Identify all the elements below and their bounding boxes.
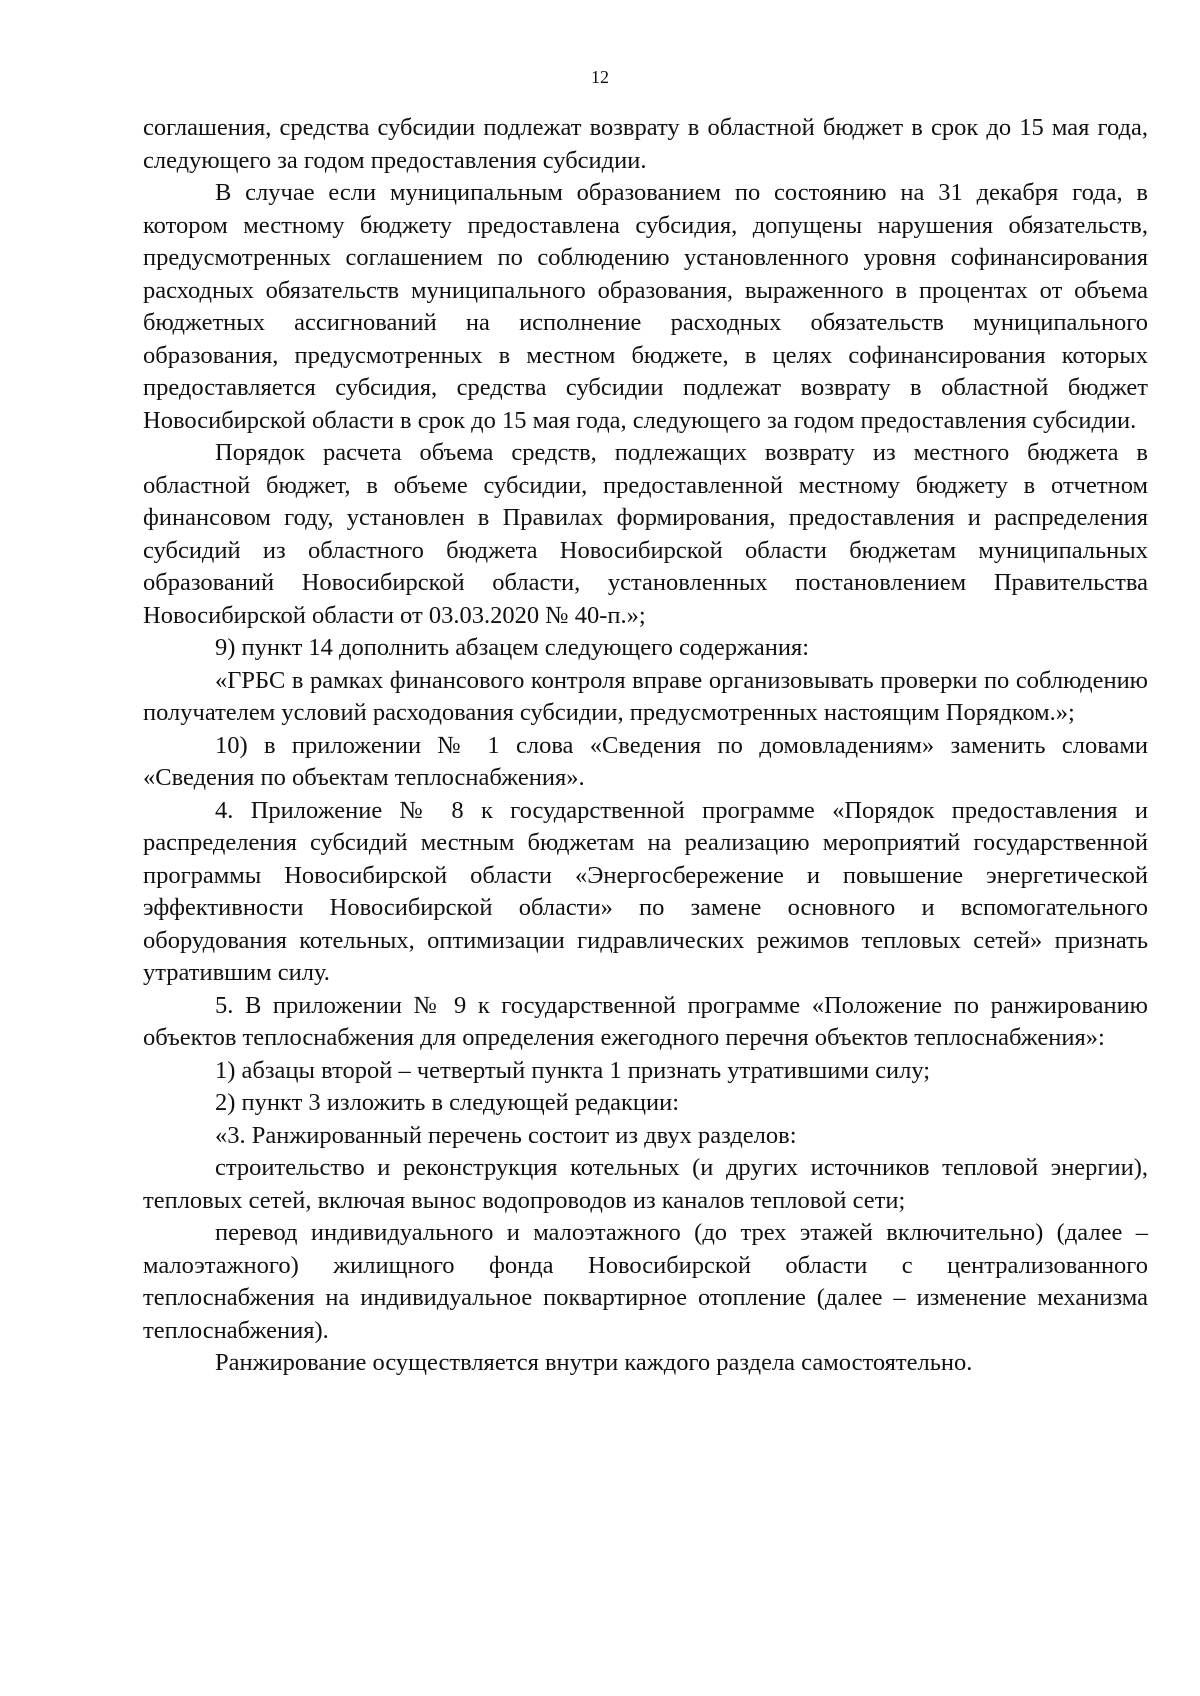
document-body: [143, 112, 1148, 1380]
paragraph-10: 2) пункт 3 изложить в следующей редакции:: [215, 1089, 680, 1116]
paragraph-12: строительство и реконструкция котельных (и других источников тепловой энергии), тепловых сетей, включая вынос водопроводов из каналов тепловой сети;: [143, 1154, 1148, 1214]
paragraph-7: 4. Приложение № 8 к государственной программе «Порядок предоставления и распределения субсидий местным бюджетам на реализацию мероприятий государственной программы Новосибирской области «Энергосбережение и повышение энергетической эффективности Новосибирской области» по замене основного и вспомогательного оборудования котельных, оптимизации гидравлических режимов тепловых сетей» признать утратившим силу.: [143, 796, 1148, 986]
paragraph-8: 5. В приложении № 9 к государственной программе «Положение по ранжированию объектов теплоснабжения для определения ежегодного перечня объектов теплоснабжения»:: [143, 991, 1148, 1051]
page-number: 12: [591, 67, 609, 87]
paragraph-6: 10) в приложении № 1 слова «Сведения по домовладениям» заменить словами «Сведения по объектам теплоснабжения».: [143, 731, 1148, 791]
paragraph-1: соглашения, средства субсидии подлежат возврату в областной бюджет в срок до 15 мая года, следующего за годом предоставления субсидии.: [143, 114, 1148, 174]
paragraph-9: 1) абзацы второй – четвертый пункта 1 признать утратившими силу;: [215, 1056, 931, 1084]
paragraph-13: перевод индивидуального и малоэтажного (до трех этажей включительно) (далее – малоэтажного) жилищного фонда Новосибирской области с централизованного теплоснабжения на индивидуальное поквартирное отопление (далее – изменение механизма теплоснабжения).: [143, 1219, 1148, 1344]
paragraph-2: В случае если муниципальным образованием по состоянию на 31 декабря года, в котором местному бюджету предоставлена субсидия, допущены нарушения обязательств, предусмотренных соглашением по соблюдению установленного уровня софинансирования расходных обязательств муниципального образования, выраженного в процентах от объема бюджетных ассигнований на исполнение расходных обязательств муниципального образования, предусмотренных в местном бюджете, в целях софинансирования которых предоставляется субсидия, средства субсидии подлежат возврату в областной бюджет Новосибирской области в срок до 15 мая года, следующего за годом предоставления субсидии.: [143, 179, 1148, 434]
paragraph-14: Ранжирование осуществляется внутри каждого раздела самостоятельно.: [215, 1349, 973, 1376]
paragraph-4: 9) пункт 14 дополнить абзацем следующего содержания:: [215, 634, 810, 661]
paragraph-11: «3. Ранжированный перечень состоит из двух разделов:: [215, 1121, 797, 1149]
paragraph-5: «ГРБС в рамках финансового контроля вправе организовывать проверки по соблюдению получателем условий расходования субсидии, предусмотренных настоящим Порядком.»;: [143, 666, 1148, 726]
paragraph-3: Порядок расчета объема средств, подлежащих возврату из местного бюджета в областной бюджет, в объеме субсидии, предоставленной местному бюджету в отчетном финансовом году, установлен в Правилах формирования, предоставления и распределения субсидий из областного бюджета Новосибирской области бюджетам муниципальных образований Новосибирской области, установленных постановлением Правительства Новосибирской области от 03.03.2020 № 40-п.»;: [143, 439, 1148, 629]
